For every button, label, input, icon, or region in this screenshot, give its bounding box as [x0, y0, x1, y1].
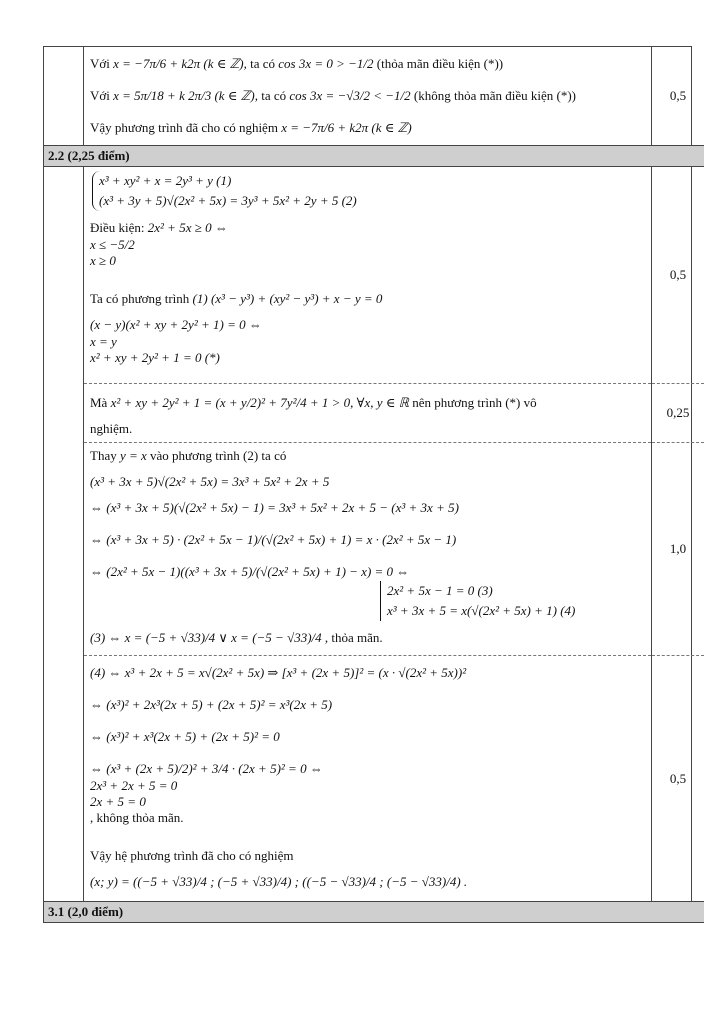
block-2-2-d [44, 656, 704, 902]
line-eq-8: ⇔ (x³)² + 2x³(2x + 5) + (2x + 5)² = x³(2x + 5) [90, 697, 333, 712]
line-eq-6: (3) ⇔ x = (−5 + √33)/4 ∨ x = (−5 − √33)/4 , thỏa mãn. [90, 630, 383, 645]
block-2-2-d-content: (4) ⇔ x³ + 2x + 5 = x√(2x² + 5x) ⇒ [x³ + (2x + 5)]² = (x · √(2x² + 5x))² ⇔ (x³)² + 2x³(2x + 5) + (2x + 5)² = x³(2x + 5) ⇔ (x³)² + x³(2x + 5) + (2x + 5)² = 0 ⇔ (x³ + (2x + 5)/2)² + 3/4 · (2x + 5)² = 0 ⇔ 2x³ + 2x + 5 = 0 2x + 5 = 0 , không thỏa mãn. Vậy hệ phương trình đã cho có nghiệm (x; y) = ((−5 + √33)/4 ; (−5 + √33)/4) ; ((−5 − √33)/4 ; (−5 − √33)/4) . [84, 656, 652, 902]
answer-sheet [43, 46, 692, 923]
block-2-2-a-content: x³ + xy² + x = 2y³ + y (1) (x³ + 3y + 5)√(2x² + 5x) = 3y³ + 5x² + 2y + 5 (2) Điều kiện: 2x² + 5x ≥ 0 ⇔ x ≤ −5/2 x ≥ 0 Ta có phương trình (1) (x³ − y³) + (xy² − y³) + x − y = 0 (x − y)(x² + xy + 2y² + 1) = 0 ⇔ x = y x² + xy + 2y² + 1 = 0 (*) [84, 167, 652, 384]
block-2-2-b [44, 384, 704, 443]
line-factor: (x − y)(x² + xy + 2y² + 1) = 0 ⇔ [90, 317, 262, 332]
line-rewrite: Ta có phương trình (1) (x³ − y³) + (xy² − y³) + x − y = 0 [90, 291, 383, 306]
line-substitute: Thay y = x vào phương trình (2) ta có [90, 448, 287, 463]
block-2-2-a [44, 167, 704, 384]
line-eq-5: ⇔ (2x² + 5x − 1)((x³ + 3x + 5)/(√(2x² + 5x) + 1) − x) = 0 ⇔ [90, 564, 410, 579]
score-2-2-d: 0,5 [652, 656, 705, 902]
equation-system: x³ + xy² + x = 2y³ + y (1) (x³ + 3y + 5)√(2x² + 5x) = 3y³ + 5x² + 2y + 5 (2) [92, 171, 357, 211]
section-heading-3-1: 3.1 (2,0 điểm) [44, 902, 704, 923]
line-condition: Điều kiện: 2x² + 5x ≥ 0 ⇔ [90, 220, 228, 235]
line-final-solution: (x; y) = ((−5 + √33)/4 ; (−5 + √33)/4) ; ((−5 − √33)/4 ; (−5 − √33)/4) . [90, 874, 468, 889]
section-heading-2-2: 2.2 (2,25 điểm) [44, 146, 704, 167]
score-2-1: 0,5 [652, 47, 705, 146]
line-eq-3: ⇔ (x³ + 3x + 5)(√(2x² + 5x) − 1) = 3x³ + 5x² + 2x + 5 − (x³ + 3x + 5) [90, 500, 459, 515]
line-system-conclusion: Vậy hệ phương trình đã cho có nghiệm [90, 848, 294, 863]
score-2-2-b: 0,25 [652, 384, 705, 443]
line-positive: Mà x² + xy + 2y² + 1 = (x + y/2)² + 7y²/4 + 1 > 0, ∀x, y ∈ ℝ nên phương trình (*) vô [90, 395, 537, 410]
score-2-2-c: 1,0 [652, 443, 705, 656]
line-eq-7: (4) ⇔ x³ + 2x + 5 = x√(2x² + 5x) ⇒ [x³ + (2x + 5)]² = (x · √(2x² + 5x))² [90, 665, 467, 680]
block-2-2-c [44, 443, 704, 656]
line-eq-10: ⇔ (x³ + (2x + 5)/2)² + 3/4 · (2x + 5)² = 0 ⇔ [90, 761, 323, 776]
line-eq-4: ⇔ (x³ + 3x + 5) · (2x² + 5x − 1)/(√(2x² + 5x) + 1) = x · (2x² + 5x − 1) [90, 532, 457, 547]
line-conclusion: Vậy phương trình đã cho có nghiệm x = −7π/6 + k2π (k ∈ ℤ) [90, 120, 412, 135]
line-case-2: Với x = 5π/18 + k 2π/3 (k ∈ ℤ), ta có cos 3x = −√3/2 < −1/2 (không thỏa mãn điều kiện (*)) [90, 88, 577, 103]
line-no-solution: nghiệm. [90, 421, 133, 436]
block-2-1-end [44, 47, 704, 146]
line-eq-9: ⇔ (x³)² + x³(2x + 5) + (2x + 5)² = 0 [90, 729, 280, 744]
answer-table [44, 47, 704, 923]
block-2-1-content [84, 47, 652, 146]
block-2-2-b-content [84, 384, 652, 443]
block-2-2-c-content: Thay y = x vào phương trình (2) ta có (x³ + 3x + 5)√(2x² + 5x) = 3x³ + 5x² + 2x + 5 ⇔ (x³ + 3x + 5)(√(2x² + 5x) − 1) = 3x³ + 5x² + 2x + 5 − (x³ + 3x + 5) ⇔ (x³ + 3x + 5) · (2x² + 5x − 1)/(√(2x² + 5x) + 1) = x · (2x² + 5x − 1) ⇔ (2x² + 5x − 1)((x³ + 3x + 5)/(√(2x² + 5x) + 1) − x) = 0 ⇔ 2x² + 5x − 1 = 0 (3) x³ + 3x + 5 = x(√(2x² + 5x) + 1) (4) (3) ⇔ x = (−5 + √33)/4 ∨ x = (−5 − √33)/4 , thỏa mãn. [84, 443, 652, 656]
line-eq-2: (x³ + 3x + 5)√(2x² + 5x) = 3x³ + 5x² + 2x + 5 [90, 474, 330, 489]
score-2-2-a: 0,5 [652, 167, 705, 384]
line-case-1: Với x = −7π/6 + k2π (k ∈ ℤ), ta có cos 3x = 0 > −1/2 (thỏa mãn điều kiện (*)) [90, 56, 504, 71]
